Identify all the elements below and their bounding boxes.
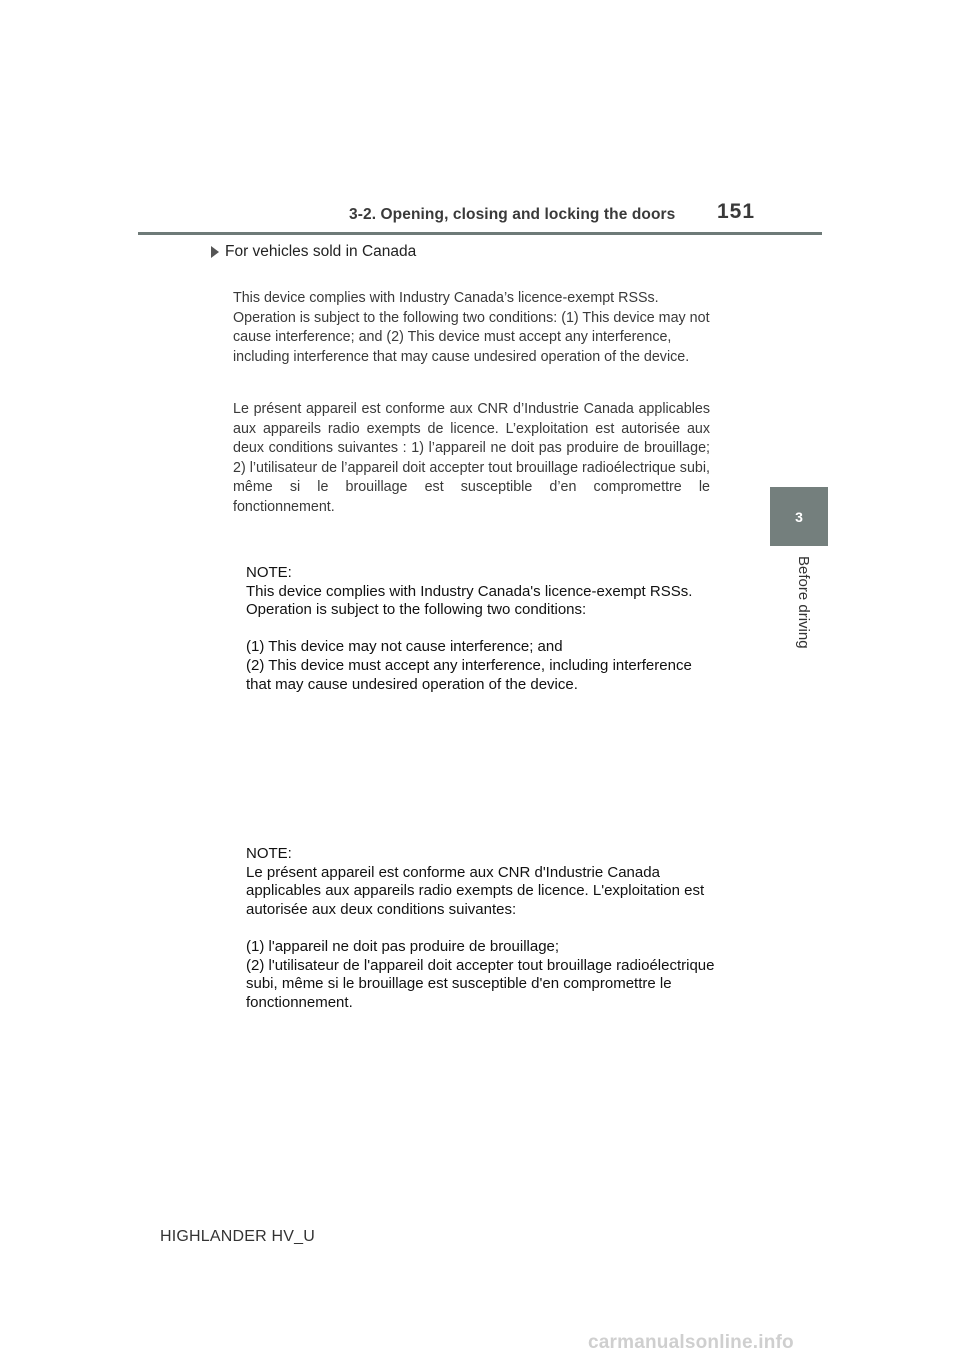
english-compliance-paragraph: This device complies with Industry Canada’s licence-exempt RSSs. Operation is subject to the following two conditions: (1) This device may not cause interference; and (2) This device must accept any interference, including interference that may cause undesired operation of the device.: [233, 290, 710, 365]
chapter-number: 3: [795, 508, 803, 525]
header-section-title: 3-2. Opening, closing and locking the doors: [349, 206, 676, 223]
note-title: NOTE:: [246, 564, 292, 581]
note-french-block: [246, 845, 726, 1012]
note-line: This device complies with Industry Canada's licence-exempt RSSs.: [246, 582, 693, 600]
note-line: Operation is subject to the following two conditions:: [246, 601, 587, 619]
note-line: autorisée aux deux conditions suivantes:: [246, 900, 517, 918]
watermark-link[interactable]: carmanualsonline.info: [588, 1332, 794, 1353]
chapter-tab: [770, 487, 828, 546]
note-line: (1) l'appareil ne doit pas produire de brouillage;: [246, 937, 560, 955]
note-line: (2) This device must accept any interference, including interference: [246, 656, 692, 674]
note-line: (1) This device may not cause interference; and: [246, 638, 563, 656]
note-line: that may cause undesired operation of the device.: [246, 675, 578, 693]
footer-model: HIGHLANDER HV_U: [160, 1228, 316, 1245]
note-line: applicables aux appareils radio exempts de licence. L'exploitation est: [246, 882, 705, 900]
page-number: 151: [717, 200, 756, 223]
section-heading-text: For vehicles sold in Canada: [225, 243, 417, 260]
section-heading: [211, 243, 416, 261]
triangle-bullet-icon: [211, 246, 219, 258]
note-line: (2) l'utilisateur de l'appareil doit accepter tout brouillage radioélectrique: [246, 956, 715, 974]
note-title: NOTE:: [246, 845, 292, 862]
french-compliance-paragraph: Le présent appareil est conforme aux CNR d’Industrie Canada applicables aux appareils radio exempts de licence. L’exploitation est autorisée aux deux conditions suivantes : 1) l’appareil ne doit pas produire de brouillage; 2) l’utilisateur de l’appareil doit accepter tout brouillage radioélectrique subi, même si le brouillage est susceptible d’en compromettre le fonctionnement.: [233, 401, 710, 515]
header-divider: [138, 232, 822, 235]
chapter-label: Before driving: [795, 556, 812, 649]
note-line: Le présent appareil est conforme aux CNR d'Industrie Canada: [246, 863, 660, 881]
note-english-block: [246, 564, 726, 694]
note-line: fonctionnement.: [246, 993, 353, 1011]
note-line: subi, même si le brouillage est susceptible d'en compromettre le: [246, 975, 672, 993]
